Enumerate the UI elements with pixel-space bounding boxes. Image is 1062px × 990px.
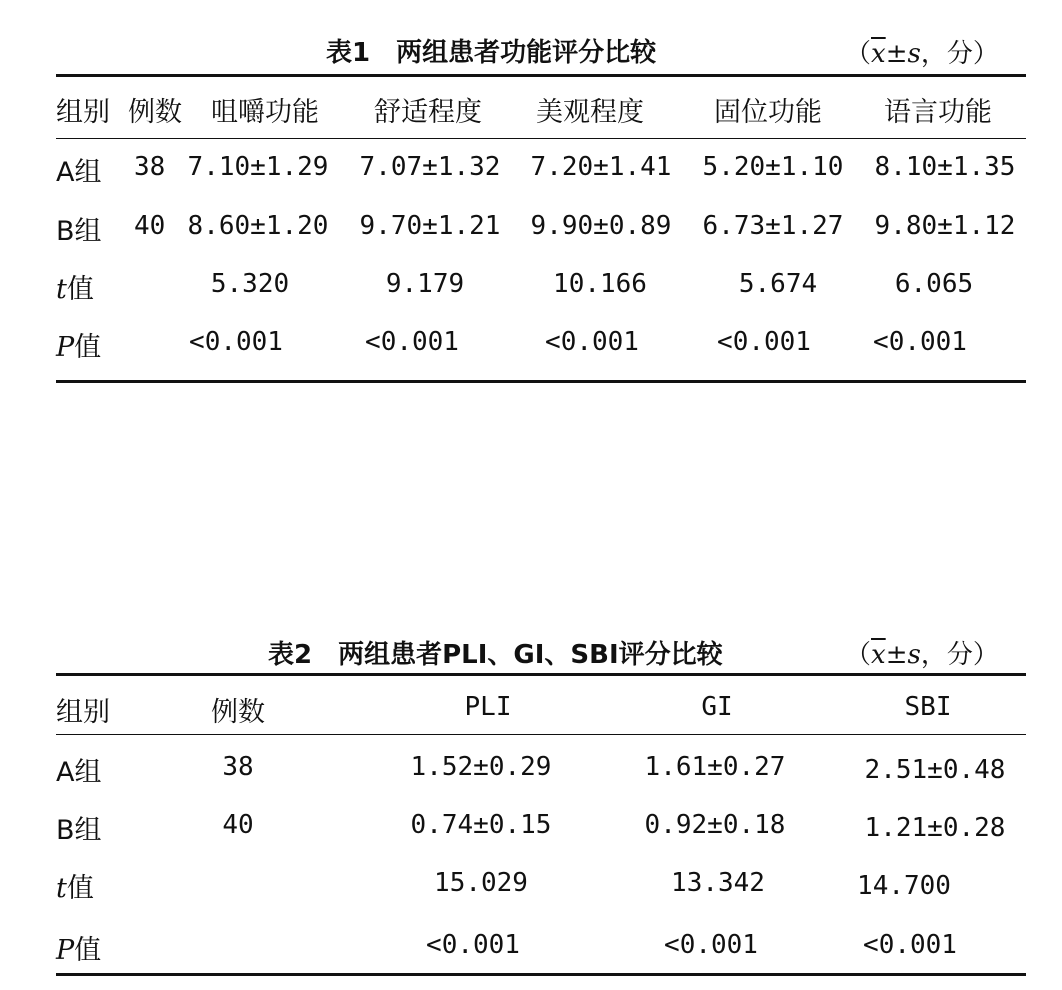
table1-row-a-retention: 5.20±1.10 <box>702 152 844 182</box>
table2-header-group: 组别 <box>56 697 110 728</box>
table2-row-b-n: 40 <box>222 810 254 840</box>
table1-row-a-n: 38 <box>134 152 166 182</box>
table1-p-speech: <0.001 <box>873 327 967 357</box>
table1-header-speech: 语言功能 <box>884 97 992 128</box>
table1-header-aesthetics: 美观程度 <box>536 97 644 128</box>
table2-p-label: P值 <box>56 935 102 966</box>
table1-row-b-retention: 6.73±1.27 <box>702 211 844 241</box>
table1-header-chewing: 咀嚼功能 <box>211 97 319 128</box>
table1-title: 表1 两组患者功能评分比较 <box>326 38 657 68</box>
table1-header-n: 例数 <box>128 97 182 128</box>
table1-p-label: P值 <box>56 332 102 363</box>
table2-header-n: 例数 <box>211 697 265 728</box>
table1-row-b-aesthetics: 9.90±0.89 <box>530 211 672 241</box>
table2-row-a-pli: 1.52±0.29 <box>410 752 552 782</box>
table1-row-a-aesthetics: 7.20±1.41 <box>530 152 672 182</box>
table1-p-comfort: <0.001 <box>365 327 459 357</box>
table1-t-retention: 5.674 <box>738 269 818 299</box>
table2-unit: （$\overline{x}\pm s$，分） <box>845 640 999 670</box>
table1-unit: （$\overline{x}\pm s$，分） <box>845 39 999 69</box>
table2-row-b-gi: 0.92±0.18 <box>644 810 786 840</box>
table2-row-a-sbi: 2.51±0.48 <box>864 755 1006 785</box>
table1-top-rule <box>56 74 1026 77</box>
table1-row-b-chewing: 8.60±1.20 <box>187 211 329 241</box>
table1-row-a-chewing: 7.10±1.29 <box>187 152 329 182</box>
table1-row-b-label: B组 <box>56 216 102 247</box>
table1-t-speech: 6.065 <box>894 269 974 299</box>
table1-row-a-label: A组 <box>56 157 102 188</box>
table1-row-a-speech: 8.10±1.35 <box>874 152 1016 182</box>
table2-p-pli: <0.001 <box>426 930 520 960</box>
table1-p-retention: <0.001 <box>717 327 811 357</box>
table2-row-a-n: 38 <box>222 752 254 782</box>
table2-row-a-gi: 1.61±0.27 <box>644 752 786 782</box>
table2-header-sbi: SBI <box>904 692 952 722</box>
table1-t-aesthetics: 10.166 <box>553 269 647 299</box>
table2-row-b-sbi: 1.21±0.28 <box>864 813 1006 843</box>
table2-row-b-pli: 0.74±0.15 <box>410 810 552 840</box>
table2-header-rule <box>56 734 1026 735</box>
table2-t-gi: 13.342 <box>671 868 765 898</box>
table2-row-a-label: A组 <box>56 757 102 788</box>
table1-row-a-comfort: 7.07±1.32 <box>359 152 501 182</box>
table2-t-label: t值 <box>56 873 94 904</box>
table1-header-retention: 固位功能 <box>714 97 822 128</box>
table1-row-b-speech: 9.80±1.12 <box>874 211 1016 241</box>
table1-header-group: 组别 <box>56 97 110 128</box>
table2-bottom-rule <box>56 973 1026 976</box>
table2-top-rule <box>56 673 1026 676</box>
table2-header-pli: PLI <box>464 692 512 722</box>
table1-t-chewing: 5.320 <box>210 269 290 299</box>
table2-t-sbi: 14.700 <box>857 871 951 901</box>
table1-t-comfort: 9.179 <box>385 269 465 299</box>
table1-p-chewing: <0.001 <box>189 327 283 357</box>
table2-p-sbi: <0.001 <box>863 930 957 960</box>
table1-row-b-comfort: 9.70±1.21 <box>359 211 501 241</box>
table2-title: 表2 两组患者PLI、GI、SBI评分比较 <box>268 640 723 670</box>
table2-row-b-label: B组 <box>56 815 102 846</box>
table2-header-gi: GI <box>701 692 733 722</box>
table1-row-b-n: 40 <box>134 211 166 241</box>
table1-t-label: t值 <box>56 274 94 305</box>
table1-bottom-rule <box>56 380 1026 383</box>
table1-header-comfort: 舒适程度 <box>374 97 482 128</box>
table2-t-pli: 15.029 <box>434 868 528 898</box>
table1-p-aesthetics: <0.001 <box>545 327 639 357</box>
table2-p-gi: <0.001 <box>664 930 758 960</box>
table1-header-rule <box>56 138 1026 139</box>
